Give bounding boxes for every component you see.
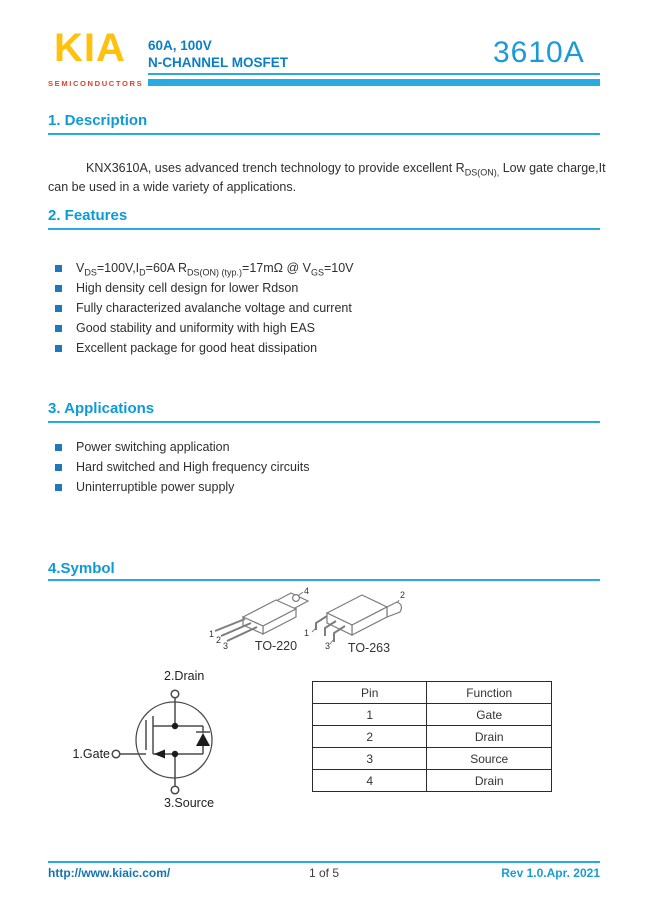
header-rule-thick: [148, 79, 600, 86]
bullet-square-icon: [55, 444, 62, 451]
package-drawings: [198, 586, 460, 658]
subscript-text: DS(ON) (typ.): [187, 267, 243, 278]
table-cell: Drain: [427, 770, 552, 792]
bullet-square-icon: [55, 345, 62, 352]
revision-label: Rev 1.0.Apr. 2021: [501, 866, 600, 880]
bullet-square-icon: [55, 484, 62, 491]
list-item-text: High density cell design for lower Rdson: [76, 281, 299, 295]
list-item-text: $V_{DS}=100V,I_D=60A$ $R_{DS(ON) (typ.)}=17m\Omega$ @ $V_{GS}=10V$: [76, 261, 354, 278]
pin-function-table: [312, 681, 552, 792]
list-item: [55, 321, 595, 336]
table-cell: 4: [313, 770, 427, 792]
to263-pin1-label: 1: [304, 628, 310, 638]
device-rating: 60A, 100V: [148, 38, 212, 53]
drain-label: 2.Drain: [164, 669, 205, 683]
page-number: 1 of 5: [308, 866, 340, 880]
to220-pin2-label: 2: [216, 635, 222, 645]
section-underline: [48, 421, 600, 423]
to220-pin1-label: 1: [209, 629, 215, 639]
section-underline: [48, 228, 600, 230]
section-title-applications: 3. Applications: [48, 400, 155, 417]
subscript-text: D: [139, 267, 146, 278]
subscript-text: DS: [84, 267, 97, 278]
subscript-text: DS(ON),: [464, 167, 500, 178]
logo-subtext: SEMICONDUCTORS: [48, 79, 144, 88]
table-row: [313, 726, 552, 748]
list-item-text: Power switching application: [76, 440, 230, 454]
table-header-row: [313, 682, 552, 704]
table-row: [313, 748, 552, 770]
list-item: [55, 440, 595, 455]
list-item: [55, 301, 595, 316]
header-rule-thin: [148, 73, 600, 75]
bullet-square-icon: [55, 464, 62, 471]
list-item-text: Hard switched and High frequency circuits: [76, 460, 310, 474]
list-item: [55, 281, 595, 296]
list-item: [55, 341, 595, 356]
function-column-header: Function: [427, 682, 552, 704]
section-title-features: 2. Features: [48, 207, 128, 224]
to220-pin3-label: 3: [223, 641, 229, 651]
table-cell: 3: [313, 748, 427, 770]
table-cell: Gate: [427, 704, 552, 726]
device-type: N-CHANNEL MOSFET: [148, 55, 288, 70]
to220-pin4-label: 4: [304, 586, 310, 596]
table-cell: Source: [427, 748, 552, 770]
list-item-text: Good stability and uniformity with high EAS: [76, 321, 316, 335]
table-row: [313, 770, 552, 792]
mosfet-symbol: [58, 664, 258, 814]
description-paragraph: KNX3610A, uses advanced trench technology to provide excellent $R_{DS(ON),}$ Low gate charge,It can be used in a wide variety of applications.: [48, 161, 606, 194]
pin-column-header: Pin: [313, 682, 427, 704]
kia-logo: KIA: [54, 26, 126, 70]
table-row: [313, 704, 552, 726]
section-title-symbol: 4.Symbol: [48, 560, 115, 577]
table-cell: 1: [313, 704, 427, 726]
list-item: [55, 460, 595, 475]
to220-drawing: [215, 592, 308, 641]
section-underline: [48, 579, 600, 581]
footer-rule: [48, 861, 600, 863]
to263-drawing: [312, 595, 401, 644]
section-underline: [48, 133, 600, 135]
footer-website-link[interactable]: http://www.kiaic.com/: [48, 866, 171, 880]
subscript-text: GS: [310, 267, 324, 278]
applications-list: [55, 440, 595, 500]
list-item-text: Uninterruptible power supply: [76, 480, 235, 494]
device-subtitle: [148, 37, 288, 71]
section-title-description: 1. Description: [48, 112, 148, 129]
bullet-square-icon: [55, 285, 62, 292]
bullet-square-icon: [55, 305, 62, 312]
list-item-text: Fully characterized avalanche voltage and current: [76, 301, 352, 315]
bullet-square-icon: [55, 325, 62, 332]
to263-pin3-label: 3: [325, 641, 331, 651]
to263-package-label: TO-263: [347, 641, 391, 655]
table-cell: Drain: [427, 726, 552, 748]
to263-pin2-label: 2: [400, 590, 406, 600]
list-item-text: Excellent package for good heat dissipation: [76, 341, 318, 355]
list-item: [55, 480, 595, 495]
table-cell: 2: [313, 726, 427, 748]
part-number: 3610A: [493, 36, 585, 69]
features-list: [55, 261, 595, 361]
channel-arrow: [154, 750, 165, 759]
to220-package-label: TO-220: [254, 639, 298, 653]
list-item: [55, 261, 595, 276]
bullet-square-icon: [55, 265, 62, 272]
body-diode-triangle: [196, 733, 210, 746]
gate-label: 1.Gate: [72, 747, 110, 761]
source-label: 3.Source: [164, 796, 215, 810]
